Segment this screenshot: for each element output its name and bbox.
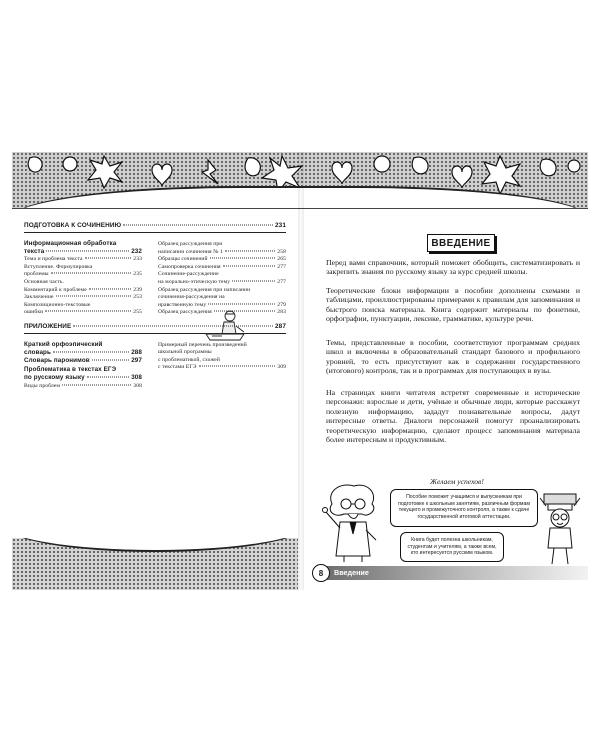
toc-page-number: 309	[277, 364, 286, 371]
toc-section-title: ПОДГОТОВКА К СОЧИНЕНИЮ	[24, 222, 122, 229]
toc-entry-label: Примерный перечень произведений	[158, 342, 247, 348]
toc-entry-label: Тема и проблема текста	[24, 256, 83, 263]
toc-leader-dots	[92, 360, 129, 361]
closing-wish: Желаем успехов!	[430, 477, 484, 486]
toc-leader-dots	[232, 281, 275, 282]
toc-entry-label: школьной программы	[158, 349, 212, 356]
toc-entry[interactable]	[24, 374, 142, 382]
intro-paragraph-4: На страницах книги читателя встретят современные и исторические персонажи: взрослые и дети, учёные и обычные люди, которые расскажут полезную информацию, зададут познавательные вопросы, дадут интересные ответы. Диалоги персонажей помогут проанализировать теоретическую информацию, сделают процесс запоминания материала более интересным и продуктивным.	[326, 388, 580, 445]
toc-leader-dots	[123, 225, 273, 226]
toc-entry-label: нравственную тему	[158, 301, 207, 308]
intro-paragraph-3: Темы, представленные в пособии, соответствуют программам средних школ и включены в образовательный стандарт базового и профильного уровней, то есть присутствуют как в содержании государственного (итогового) контроля, так и в программах для поступающих в вузы.	[326, 338, 580, 376]
toc-entry[interactable]	[24, 366, 142, 374]
toc-leader-dots	[53, 352, 129, 353]
toc-entry-label: Самопроверка сочинения	[158, 263, 221, 270]
toc-entry-label: Информационная обработка	[24, 240, 117, 247]
toc-leader-dots	[89, 288, 132, 289]
toc-page-number: 277	[277, 279, 286, 285]
toc-leader-dots	[87, 376, 129, 377]
toc-entry-label: написании сочинения № 1	[158, 248, 224, 255]
toc-page-number: 233	[133, 256, 142, 263]
toc-leader-dots	[45, 311, 131, 312]
toc-page-number: 253	[133, 294, 142, 301]
running-header-label: Введение	[334, 568, 369, 577]
toc-section-title: ПРИЛОЖЕНИЕ	[24, 323, 72, 330]
toc-entry-label: текста	[24, 247, 45, 255]
toc-entry[interactable]	[24, 341, 142, 349]
toc-entry-label: Комментарий к проблеме	[24, 286, 87, 293]
toc-entry-label: с текстами ЕГЭ	[158, 364, 197, 371]
toc-page-number: 283	[277, 309, 286, 316]
toc-entry-label: Проблематика в текстах ЕГЭ	[24, 365, 117, 373]
toc-entry-label: Образец рассуждения при	[158, 241, 223, 247]
toc-entry[interactable]	[158, 363, 286, 371]
toc-divider	[24, 232, 286, 233]
toc-page-number: 255	[133, 309, 142, 316]
toc-leader-dots	[56, 296, 132, 297]
section-heading: ВВЕДЕНИЕ	[427, 234, 495, 252]
toc-entry-label: Композиционно-текстовые	[24, 301, 91, 308]
toc-leader-dots	[223, 265, 276, 266]
page-number: 8	[312, 564, 330, 582]
band-wave-edge	[12, 538, 298, 552]
toc-entry-label: словарь	[24, 349, 51, 357]
toc-entry-label: Образец рассуждения при написании	[158, 286, 251, 293]
professor-character-illustration	[318, 482, 388, 562]
toc-leader-dots	[73, 326, 273, 327]
toc-page-number: 239	[133, 286, 142, 293]
toc-page-number: 279	[277, 301, 286, 308]
toc-entry-label: Словарь паронимов	[24, 357, 90, 365]
toc-entry-label: Краткий орфоэпический	[24, 341, 103, 348]
toc-entry[interactable]	[24, 349, 142, 357]
toc-entry[interactable]	[24, 308, 142, 316]
toc-entry-label: Сочинение-рассуждение	[158, 271, 219, 278]
toc-page-number: 235	[133, 271, 142, 278]
toc-entry-label: сочинения-рассуждения на	[158, 294, 225, 301]
toc-entry-label: Образец рассуждения	[158, 309, 212, 316]
toc-page-number: 265	[277, 256, 286, 263]
toc-page-number: 308	[131, 373, 142, 381]
toc-entry[interactable]	[24, 382, 142, 390]
speech-bubble-2: Книга будет полезна школьникам, студентам и учителям, а также всем, кто интересуется русским языком.	[400, 532, 504, 562]
toc-section-preparation[interactable]	[24, 222, 286, 230]
toc-leader-dots	[225, 250, 275, 251]
toc-page-number: 232	[131, 247, 142, 255]
toc-entry-label: на морально-этическую тему	[158, 279, 231, 285]
toc-divider	[24, 333, 286, 334]
toc-leader-dots	[46, 250, 129, 251]
toc-entry-label: Вступление. Формулировка	[24, 263, 93, 270]
toc-leader-dots	[85, 258, 132, 259]
toc-page-number: 277	[277, 263, 286, 270]
toc-entry-label: с проблематикой, схожей	[158, 356, 220, 363]
toc-entry-label: Виды проблем	[24, 383, 61, 389]
intro-paragraph-2: Теоретические блоки информации в пособии дополнены схемами и таблицами, проиллюстрированы примерами к правилам для запоминания и быстрого поиска материала. Книга содержит материалы по фонетике, орфографии, пунктуации, лексике, грамматике, культуре речи.	[326, 286, 580, 324]
speech-bubble-1: Пособие поможет учащимся и выпускникам при подготовке к школьным занятиям, различным формам текущего и промежуточного контроля, а также к сдаче государственной итоговой аттестации.	[390, 489, 538, 527]
toc-entry-label: по русскому языку	[24, 373, 85, 381]
toc-leader-dots	[208, 303, 275, 304]
toc-page-number: 258	[277, 248, 286, 255]
toc-entry-label: Заключение	[24, 294, 54, 301]
toc-section-appendix[interactable]	[24, 323, 286, 331]
toc-entry-label: Образцы сочинений	[158, 256, 208, 263]
toc-leader-dots	[199, 366, 276, 367]
toc-entry-label: ошибки	[24, 309, 44, 316]
toc-page-number: 297	[131, 357, 142, 365]
toc-leader-dots	[62, 385, 131, 386]
toc-leader-dots	[51, 273, 132, 274]
student-character-illustration	[534, 492, 588, 566]
toc-page-number: 308	[133, 383, 142, 389]
toc-entry-label: проблемы	[24, 271, 49, 278]
toc-entry[interactable]	[24, 357, 142, 365]
bottom-decorative-band	[12, 538, 298, 590]
intro-paragraph-1: Перед вами справочник, который поможет обобщить, систематизировать и закрепить знания по русскому языку за курс средней школы.	[326, 258, 580, 277]
toc-page-number: 288	[131, 349, 142, 357]
toc-page-number: 231	[275, 222, 286, 229]
toc-leader-dots	[210, 258, 276, 259]
toc-page-number: 287	[275, 323, 286, 330]
book-gutter	[298, 152, 304, 590]
book-spread	[12, 152, 588, 590]
toc-entry-label: Основная часть.	[24, 279, 65, 285]
